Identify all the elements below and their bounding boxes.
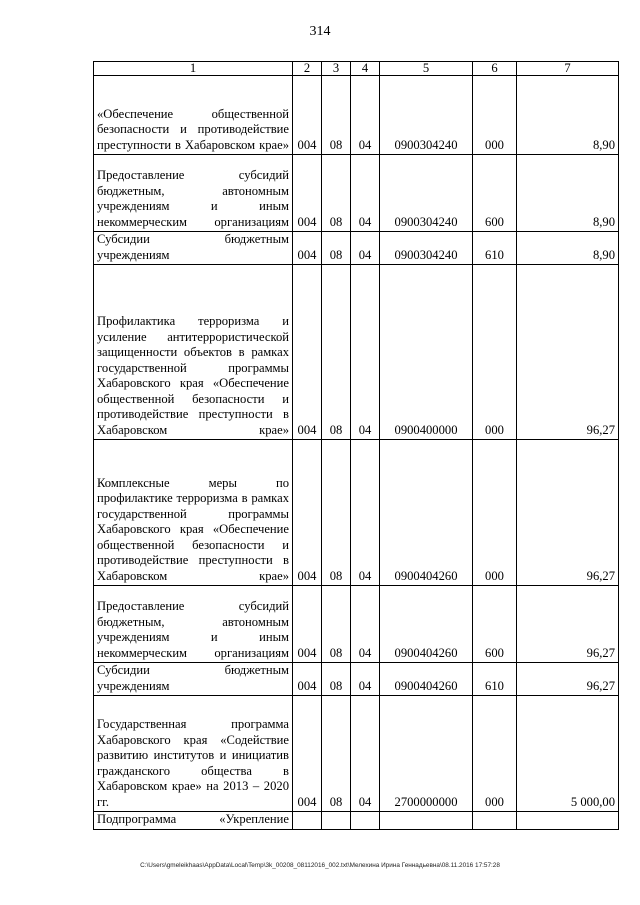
- table-header-row: [94, 62, 619, 76]
- cell-amount: 8,90: [517, 76, 619, 155]
- cell-amount: [517, 812, 619, 830]
- cell-amount: 8,90: [517, 155, 619, 232]
- cell-subsection: 04: [351, 696, 380, 812]
- cell-subsection: 04: [351, 155, 380, 232]
- table-row: [94, 440, 619, 586]
- cell-section: 08: [322, 232, 351, 265]
- header-cell: 3: [322, 62, 351, 76]
- cell-section: 08: [322, 696, 351, 812]
- cell-amount: 5 000,00: [517, 696, 619, 812]
- cell-subsection: [351, 812, 380, 830]
- row-description: Субсидии бюджетным учреждениям: [94, 663, 293, 696]
- cell-subsection: 04: [351, 265, 380, 440]
- cell-target-article: [380, 812, 473, 830]
- cell-section: 08: [322, 76, 351, 155]
- header-cell: 1: [94, 62, 293, 76]
- cell-subsection: 04: [351, 440, 380, 586]
- cell-expense-type: 000: [473, 440, 517, 586]
- cell-expense-type: 600: [473, 586, 517, 663]
- cell-section: [322, 812, 351, 830]
- cell-target-article: 0900304240: [380, 155, 473, 232]
- cell-expense-type: 610: [473, 663, 517, 696]
- cell-subsection: 04: [351, 232, 380, 265]
- cell-admin-code: 004: [293, 663, 322, 696]
- header-cell: 6: [473, 62, 517, 76]
- cell-target-article: 0900304240: [380, 232, 473, 265]
- cell-target-article: 0900304240: [380, 76, 473, 155]
- cell-expense-type: 610: [473, 232, 517, 265]
- cell-admin-code: 004: [293, 265, 322, 440]
- header-cell: 4: [351, 62, 380, 76]
- cell-amount: 8,90: [517, 232, 619, 265]
- cell-section: 08: [322, 663, 351, 696]
- cell-admin-code: 004: [293, 586, 322, 663]
- cell-expense-type: 000: [473, 696, 517, 812]
- row-description: Профилактика терроризма и усиление антитеррористической защищенности объектов в рамках государственной программы Хабаровского края «Обеспечение общественной безопасности и противодействие преступности в Хабаровском крае»: [94, 265, 293, 440]
- cell-amount: 96,27: [517, 440, 619, 586]
- page-number: 314: [309, 24, 331, 39]
- cell-subsection: 04: [351, 76, 380, 155]
- table-row: [94, 696, 619, 812]
- table-row: [94, 232, 619, 265]
- cell-admin-code: 004: [293, 232, 322, 265]
- row-description: Предоставление субсидий бюджетным, автономным учреждениям и иным некоммерческим организациям: [94, 155, 293, 232]
- cell-subsection: 04: [351, 663, 380, 696]
- cell-amount: 96,27: [517, 586, 619, 663]
- header-cell: 2: [293, 62, 322, 76]
- cell-amount: 96,27: [517, 265, 619, 440]
- header-cell: 7: [517, 62, 619, 76]
- row-description: Государственная программа Хабаровского края «Содействие развитию институтов и инициатив гражданского общества в Хабаровском крае» на 2013 – 2020 гг.: [94, 696, 293, 812]
- table-row: [94, 586, 619, 663]
- row-description: Субсидии бюджетным учреждениям: [94, 232, 293, 265]
- table-row: [94, 76, 619, 155]
- table-row: [94, 155, 619, 232]
- cell-admin-code: 004: [293, 440, 322, 586]
- cell-section: 08: [322, 265, 351, 440]
- cell-target-article: 0900404260: [380, 663, 473, 696]
- cell-expense-type: 600: [473, 155, 517, 232]
- cell-admin-code: [293, 812, 322, 830]
- budget-table: [93, 61, 619, 830]
- cell-amount: 96,27: [517, 663, 619, 696]
- header-cell: 5: [380, 62, 473, 76]
- row-description: Подпрограмма «Укрепление: [94, 812, 293, 830]
- cell-expense-type: 000: [473, 265, 517, 440]
- cell-admin-code: 004: [293, 155, 322, 232]
- cell-admin-code: 004: [293, 696, 322, 812]
- row-description: Комплексные меры по профилактике терроризма в рамках государственной программы Хабаровского края «Обеспечение общественной безопасности и противодействие преступности в Хабаровском крае»: [94, 440, 293, 586]
- cell-subsection: 04: [351, 586, 380, 663]
- cell-target-article: 0900400000: [380, 265, 473, 440]
- cell-expense-type: 000: [473, 76, 517, 155]
- cell-target-article: 0900404260: [380, 586, 473, 663]
- row-description: Предоставление субсидий бюджетным, автономным учреждениям и иным некоммерческим организациям: [94, 586, 293, 663]
- table-row: [94, 812, 619, 830]
- table-row: [94, 265, 619, 440]
- cell-section: 08: [322, 155, 351, 232]
- cell-target-article: 0900404260: [380, 440, 473, 586]
- row-description: «Обеспечение общественной безопасности и противодействие преступности в Хабаровском крае»: [94, 76, 293, 155]
- cell-expense-type: [473, 812, 517, 830]
- file-path-footer: C:\Users\gmeleikhaas\AppData\Local\Temp\3k_00208_08112016_002.txt\Мелехина Ирина Геннадьевна\08.11.2016 17:57:28: [140, 862, 500, 869]
- cell-section: 08: [322, 440, 351, 586]
- cell-admin-code: 004: [293, 76, 322, 155]
- cell-section: 08: [322, 586, 351, 663]
- table-row: [94, 663, 619, 696]
- cell-target-article: 2700000000: [380, 696, 473, 812]
